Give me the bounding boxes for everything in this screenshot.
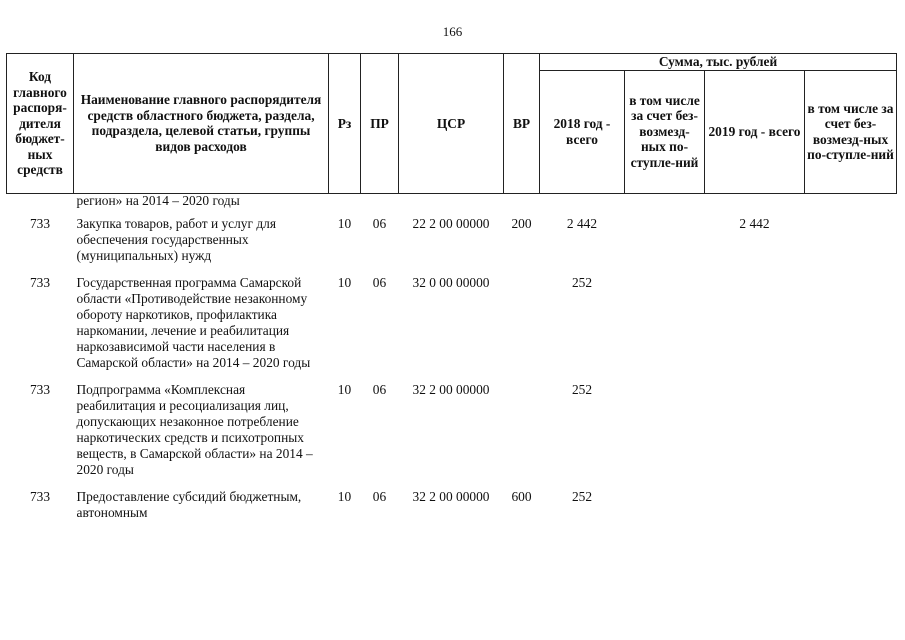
cell-rz: 10 <box>337 215 352 231</box>
cell-pr: 06 <box>372 274 387 290</box>
continuation-name: регион» на 2014 – 2020 годы <box>76 192 240 208</box>
header-2019-total: 2019 год - всего <box>705 70 805 193</box>
header-2018-free: в том числе за счет без-возмезд-ных по-ступле-ний <box>625 70 705 193</box>
header-vr: ВР <box>504 54 540 194</box>
cell-2019-free <box>805 371 897 478</box>
cell-vr <box>504 264 540 371</box>
header-code: Код главного распоря-дителя бюджет-ных средств <box>7 54 74 194</box>
cell-2019-free <box>805 478 897 521</box>
cell-code: 733 <box>29 381 51 397</box>
cell-rz: 10 <box>337 488 352 504</box>
header-rz: Рз <box>329 54 361 194</box>
cell-2019-total: 2 442 <box>739 215 770 231</box>
header-name: Наименование главного распорядителя средств областного бюджета, раздела, подраздела, целевой статьи, группы видов расходов <box>74 54 329 194</box>
cell-pr: 06 <box>372 215 387 231</box>
cell-2018-free <box>625 371 705 478</box>
cell-vr <box>504 371 540 478</box>
cell-code: 733 <box>29 274 51 290</box>
cell-name: Закупка товаров, работ и услуг для обеспечения государственных (муниципальных) нужд <box>76 215 276 263</box>
cell-pr: 06 <box>372 381 387 397</box>
cell-vr: 200 <box>511 215 532 231</box>
table-header <box>7 54 897 194</box>
cell-csr: 32 0 00 00000 <box>412 274 490 290</box>
cell-code: 733 <box>29 488 51 504</box>
cell-name: Подпрограмма «Комплексная реабилитация и ресоциализация лиц, допускающих незаконное потребление наркотических средств и психотропных веществ, в Самарской области» на 2014 – 2020 годы <box>76 381 313 477</box>
cell-rz: 10 <box>337 381 352 397</box>
page-number: 166 <box>442 24 463 39</box>
cell-csr: 32 2 00 00000 <box>412 488 490 504</box>
cell-code: 733 <box>29 215 51 231</box>
cell-2018-free <box>625 478 705 521</box>
cell-rz: 10 <box>337 274 352 290</box>
header-2019-free: в том числе за счет без-возмезд-ных по-ступле-ний <box>805 70 897 193</box>
cell-csr: 22 2 00 00000 <box>412 215 490 231</box>
table-row <box>7 207 897 264</box>
header-csr: ЦСР <box>399 54 504 194</box>
table-row <box>7 371 897 478</box>
cell-2018-free <box>625 264 705 371</box>
header-pr: ПР <box>361 54 399 194</box>
cell-name: Предоставление субсидий бюджетным, автономным <box>76 488 302 520</box>
cell-pr: 06 <box>372 488 387 504</box>
header-sum-group: Сумма, тыс. рублей <box>540 54 897 71</box>
budget-table <box>6 53 897 521</box>
header-2018-total: 2018 год - всего <box>540 70 625 193</box>
cell-2018-total: 2 442 <box>566 215 598 231</box>
cell-2019-total <box>705 478 805 521</box>
cell-2019-total <box>705 371 805 478</box>
cell-csr: 32 2 00 00000 <box>412 381 490 397</box>
cell-2018-free <box>625 207 705 264</box>
table-row <box>7 478 897 521</box>
cell-vr: 600 <box>511 488 532 504</box>
cell-2019-free <box>805 264 897 371</box>
cell-2018-total: 252 <box>571 488 593 504</box>
cell-2019-total <box>705 264 805 371</box>
table-row <box>7 264 897 371</box>
table-row-continuation <box>7 193 897 207</box>
cell-2018-total: 252 <box>571 274 593 290</box>
cell-2019-free <box>805 207 897 264</box>
cell-name: Государственная программа Самарской области «Противодействие незаконному обороту наркотиков, профилактика наркомании, лечение и реабилитация наркозависимой части населения в Самарской области» на 2014 – 2020 годы <box>76 274 311 370</box>
cell-2018-total: 252 <box>571 381 593 397</box>
